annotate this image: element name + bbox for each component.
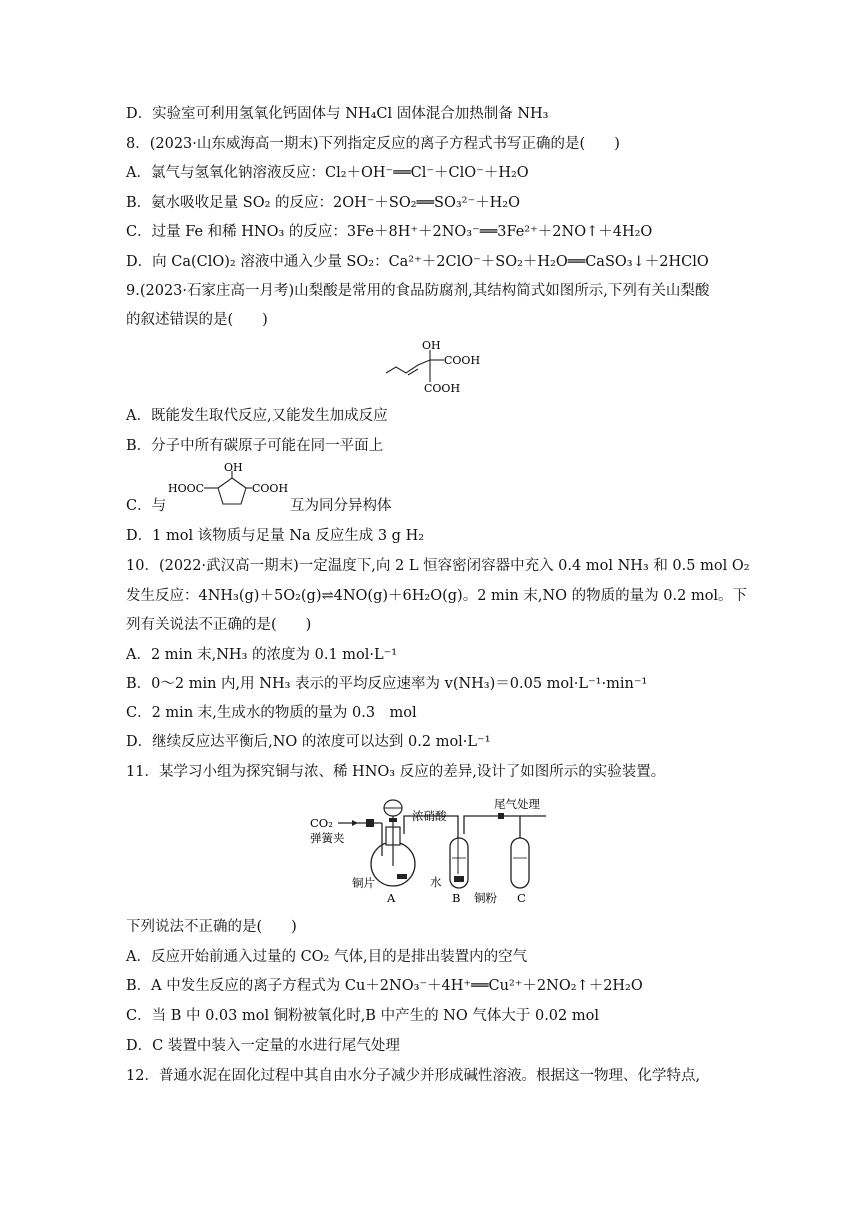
q11-option-b: B．A 中发生反应的离子方程式为 Cu＋2NO₃⁻＋4H⁺══Cu²⁺＋2NO₂↑＋2H₂O bbox=[126, 978, 643, 994]
q11-option-c: C．当 B 中 0.03 mol 铜粉被氧化时,B 中产生的 NO 气体大于 0.02 mol bbox=[126, 1008, 599, 1024]
tube-b-label: B bbox=[452, 891, 461, 905]
question-8-stem: 8．(2023·山东威海高一期末)下列指定反应的离子方程式书写正确的是( ) bbox=[126, 136, 620, 152]
copper-powder-label: 铜粉 bbox=[474, 891, 497, 905]
q8-option-c: C．过量 Fe 和稀 HNO₃ 的反应：3Fe＋8H⁺＋2NO₃⁻══3Fe²⁺＋2NO↑＋4H₂O bbox=[126, 224, 653, 240]
tail-gas-label: 尾气处理 bbox=[494, 797, 540, 811]
question-11-prompt: 下列说法不正确的是( ) bbox=[126, 919, 297, 935]
q9-option-b: B．分子中所有碳原子可能在同一平面上 bbox=[126, 438, 384, 454]
copper-sheet-label: 铜片 bbox=[352, 876, 375, 890]
question-10-stem: 10．(2022·武汉高一期末)一定温度下,向 2 L 恒容密闭容器中充入 0.4 mol NH₃ 和 0.5 mol O₂ bbox=[126, 558, 750, 574]
q10-option-c: C．2 min 末,生成水的物质的量为 0.3 mol bbox=[126, 705, 417, 721]
q9-option-d: D．1 mol 该物质与足量 Na 反应生成 3 g H₂ bbox=[126, 528, 425, 544]
question-9-stem: 9.(2023·石家庄高一月考)山梨酸是常用的食品防腐剂,其结构简式如图所示,下列有关山梨酸 bbox=[126, 283, 710, 299]
cyclo-hooc-label: HOOC bbox=[168, 482, 205, 495]
sorbic-acid-structure bbox=[380, 336, 490, 398]
q9-option-c-suffix: 互为同分异构体 bbox=[290, 498, 392, 514]
water-label: 水 bbox=[430, 875, 442, 889]
cyclopentane-structure bbox=[166, 462, 290, 514]
flask-a-label: A bbox=[387, 891, 396, 905]
sorbic-cooh-label-1: COOH bbox=[444, 354, 481, 367]
tube-c-label: C bbox=[517, 891, 526, 905]
q8-option-d: D．向 Ca(ClO)₂ 溶液中通入少量 SO₂：Ca²⁺＋2ClO⁻＋SO₂＋H₂O══CaSO₃↓＋2HClO bbox=[126, 254, 709, 270]
spring-clip-label: 弹簧夹 bbox=[310, 831, 345, 845]
q9-option-a: A．既能发生取代反应,又能发生加成反应 bbox=[126, 408, 388, 424]
q10-option-a: A．2 min 末,NH₃ 的浓度为 0.1 mol·L⁻¹ bbox=[126, 647, 398, 663]
q11-option-a: A．反应开始前通入过量的 CO₂ 气体,目的是排出装置内的空气 bbox=[126, 949, 528, 965]
text-line-1: D．实验室可利用氢氧化钙固体与 NH₄Cl 固体混合加热制备 NH₃ bbox=[126, 106, 549, 122]
question-9-stem-cont: 的叙述错误的是( ) bbox=[126, 312, 268, 328]
cyclo-cooh-label: COOH bbox=[252, 482, 289, 495]
q10-option-b: B．0～2 min 内,用 NH₃ 表示的平均反应速率为 v(NH₃)＝0.05 mol·L⁻¹·min⁻¹ bbox=[126, 676, 648, 692]
sorbic-cooh-label-2: COOH bbox=[424, 382, 461, 395]
experiment-apparatus-diagram bbox=[308, 794, 558, 910]
q10-option-d: D．继续反应达平衡后,NO 的浓度可以达到 0.2 mol·L⁻¹ bbox=[126, 734, 491, 750]
question-10-stem-cont2: 列有关说法不正确的是( ) bbox=[126, 617, 312, 633]
conc-nitric-acid-label: 浓硝酸 bbox=[412, 809, 447, 823]
co2-label: CO₂ bbox=[310, 816, 333, 830]
sorbic-oh-label: OH bbox=[422, 339, 441, 352]
q8-option-a: A．氯气与氢氧化钠溶液反应：Cl₂＋OH⁻══Cl⁻＋ClO⁻＋H₂O bbox=[126, 165, 529, 181]
question-10-stem-cont: 发生反应：4NH₃(g)＋5O₂(g)⇌4NO(g)＋6H₂O(g)。2 min 末,NO 的物质的量为 0.2 mol。下 bbox=[126, 588, 748, 604]
question-12-stem: 12．普通水泥在固化过程中其自由水分子减少并形成碱性溶液。根据这一物理、化学特点, bbox=[126, 1068, 701, 1084]
cyclo-oh-label: OH bbox=[224, 462, 243, 474]
q9-option-c-prefix: C．与 bbox=[126, 498, 167, 514]
q11-option-d: D．C 装置中装入一定量的水进行尾气处理 bbox=[126, 1038, 400, 1054]
question-11-stem: 11．某学习小组为探究铜与浓、稀 HNO₃ 反应的差异,设计了如图所示的实验装置。 bbox=[126, 764, 666, 780]
q8-option-b: B．氨水吸收足量 SO₂ 的反应：2OH⁻＋SO₂══SO₃²⁻＋H₂O bbox=[126, 195, 520, 211]
